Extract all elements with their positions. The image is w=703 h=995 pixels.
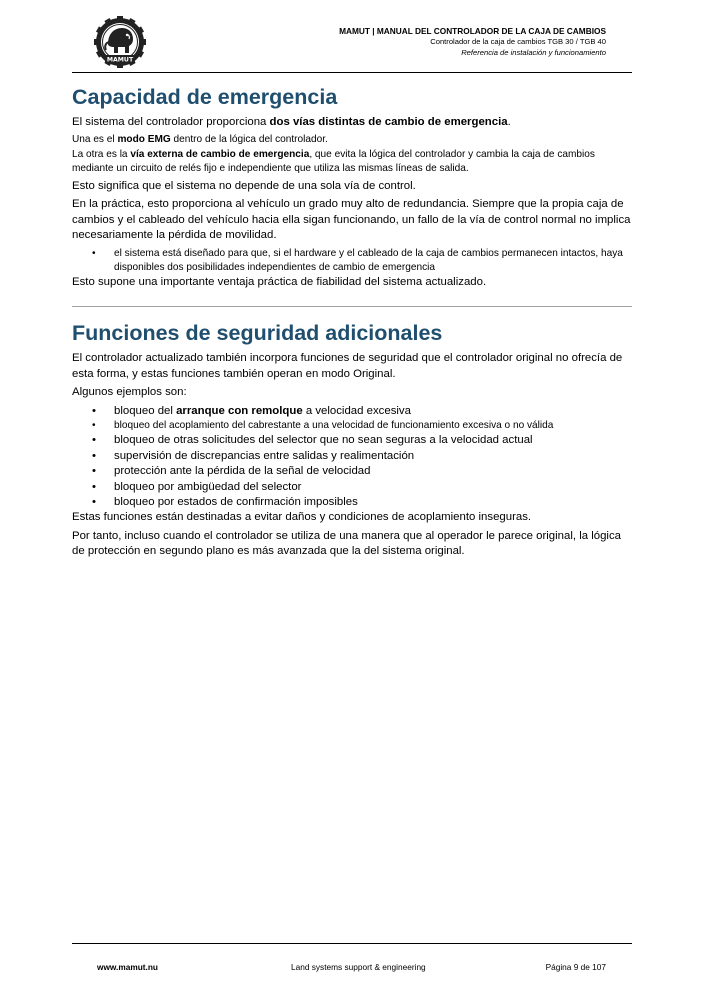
paragraph: Por tanto, incluso cuando el controlador se utiliza de una manera que al operador le parece original, la lógica de protección en segundo plano es más avanzada que la del sistema original. (72, 529, 621, 558)
list-item: • bloqueo del arranque con remolque a velocidad excesiva (72, 404, 634, 419)
paragraph: El sistema del controlador proporciona dos vías distintas de cambio de emergencia. (72, 116, 511, 128)
mamut-logo (94, 16, 146, 68)
page-footer (72, 943, 632, 984)
page-content (72, 82, 634, 560)
paragraph: Esto supone una importante ventaja práctica de fiabilidad del sistema actualizado. (72, 276, 487, 289)
section-heading-emergency: Capacidad de emergencia (72, 85, 338, 109)
section-heading-safety: Funciones de seguridad adicionales (72, 321, 443, 346)
section-divider (72, 306, 632, 307)
footer-tagline: Land systems support & engineering (291, 962, 426, 972)
paragraph: En la práctica, esto proporciona al vehículo un grado muy alto de redundancia. Siempre que la propia caja de cambios y el cableado del vehículo hacia ella sigan funcionando, un fallo de la vía de control normal no implica necesariamente la pérdida de movilidad. (72, 198, 631, 242)
document-subtitle: Controlador de la caja de cambios TGB 30 / TGB 40 (430, 37, 606, 46)
list-item: • el sistema está diseñado para que, si el hardware y el cableado de la caja de cambios permanecen intactos, haya disponibles dos posibilidades independientes de cambio de emergencia (72, 247, 634, 275)
header-text (339, 25, 606, 58)
list-item: • bloqueo por ambigüedad del selector (72, 480, 634, 495)
list-item: • bloqueo por estados de confirmación imposibles (72, 495, 634, 510)
page-header (72, 14, 632, 73)
paragraph: Esto significa que el sistema no depende de una sola vía de control. (72, 180, 416, 193)
paragraph: El controlador actualizado también incorpora funciones de seguridad que el controlador original no ofrecía de esta forma, y estas funciones también operan en modo Original. (72, 352, 623, 380)
page-number: Página 9 de 107 (545, 962, 606, 972)
list-item: • protección ante la pérdida de la señal de velocidad (72, 464, 634, 479)
document-title: MAMUT | MANUAL DEL CONTROLADOR DE LA CAJA DE CAMBIOS (339, 26, 606, 36)
list-item: • supervisión de discrepancias entre salidas y realimentación (72, 449, 634, 464)
safety-bullet-list (72, 404, 634, 511)
list-item: • bloqueo del acoplamiento del cabrestante a una velocidad de funcionamiento excesiva o no válida (72, 419, 634, 433)
document-reference: Referencia de instalación y funcionamiento (461, 48, 606, 57)
svg-text:MAMUT: MAMUT (106, 56, 134, 64)
paragraph: Algunos ejemplos son: (72, 386, 187, 399)
bullet-list (72, 247, 634, 275)
footer-website: www.mamut.nu (97, 962, 158, 972)
paragraph-emg-mode: Una es el modo EMG dentro de la lógica del controlador. (72, 134, 328, 146)
list-item: • bloqueo de otras solicitudes del selector que no sean seguras a la velocidad actual (72, 433, 634, 448)
paragraph-external-path: La otra es la vía externa de cambio de emergencia, que evita la lógica del controlador y cambia la caja de cambios mediante un circuito de relés fijo e independiente que utiliza las mismas líneas de salida. (72, 148, 595, 174)
paragraph: Estas funciones están destinadas a evitar daños y condiciones de acoplamiento inseguras. (72, 511, 532, 524)
